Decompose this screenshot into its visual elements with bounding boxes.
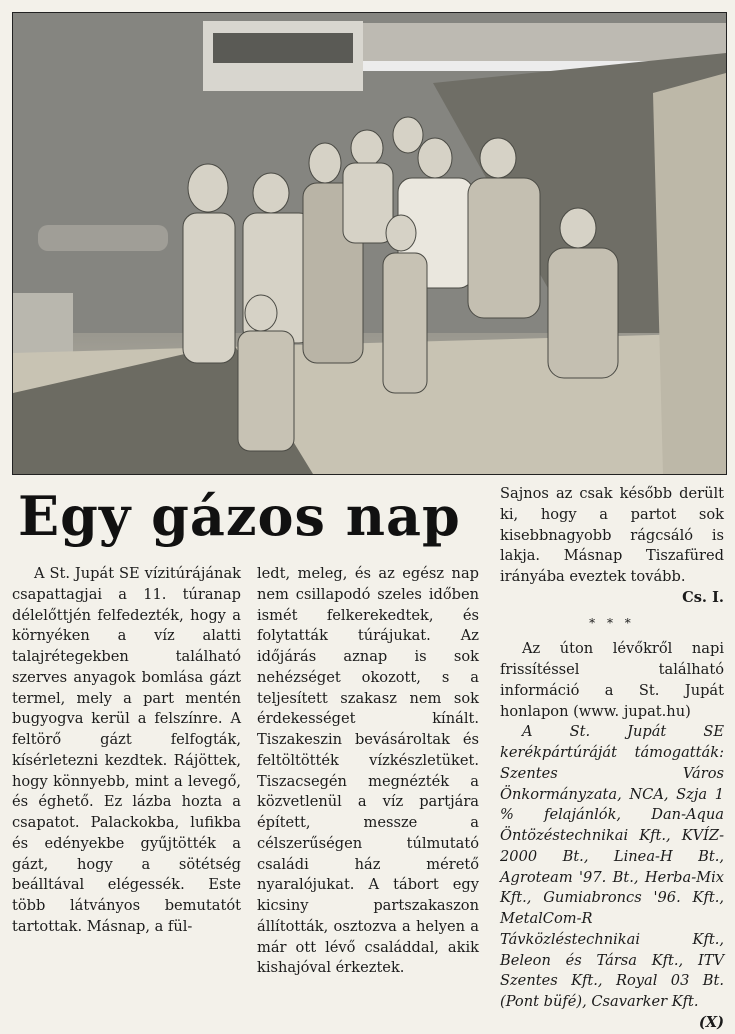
- article-column-3: [500, 484, 724, 1034]
- sponsors-paragraph: [500, 722, 724, 1031]
- article-paragraph-3: Sajnos az csak később derült ki, hogy a partot sok kisebbnagyobb rágcsáló is lakja. Másnap Tiszafüred irányába eveztek tovább.: [500, 485, 724, 585]
- info-paragraph: Az úton lévőkről napi frissítéssel található információ a St. Jupát honlapon (www. jupat.hu): [500, 640, 724, 720]
- article-column-1: [12, 564, 241, 938]
- article-headline: Egy gázos nap: [18, 484, 461, 548]
- article-column-2: [257, 564, 479, 979]
- article-paragraph-2: ledt, meleg, és az egész nap nem csillapodó szeles időben ismét felkerekedtek, és folytatták túrájukat. Az időjárás aznap is sok nehézséget okozott, s a teljesített szakasz nem sok érdekességet kínált. Tiszakeszin bevásároltak és feltöltötték vízkészletüket. Tiszacsegén megnézték a közvetlenül a víz partjára épített, messze a célszerűségen túlmutató családi ház mérető nyaralójukat. A tábort egy kicsiny partszakaszon állították, osztozva a helyen a már ott lévő családdal, akik kishajóval érkeztek.: [257, 565, 479, 977]
- section-separator: * * *: [589, 615, 635, 630]
- group-photo-illustration: [13, 13, 726, 474]
- article-paragraph-1: A St. Jupát SE vízitúrájának csapattagjai a 11. túranap délelőttjén felfedezték, hogy a környéken a víz alatti talajrétegekben található szerves anyagok bomlása gázt termel, mely a part mentén bugyogva kerül a felszínre. A feltörő gázt felfogták, kísérletezni kezdtek. Rájöttek, hogy könnyebb, mint a levegő, és éghető. Ez lázba hozta a csapatot. Palackokba, lufikba és edényekbe gyűjtötték a gázt, hogy a sötétség beálltával elégessék. Este több látványos bemutatót tartottak. Másnap, a fül-: [12, 565, 241, 935]
- sponsors-text: A St. Jupát SE kerékpártúráját támogatták: Szentes Város Önkormányzata, NCA, Szja 1 % felajánlók, Dan-Aqua Öntözéstechnikai Kft., KVÍZ-2000 Bt., Linea-H Bt., Agroteam '97. Bt., Herba-Mix Kft., Gumiabroncs '96. Kft., MetalCom-R Távközléstechnikai Kft., Beleon és Társa Kft., ITV Szentes Kft., Royal 03 Bt. (Pont büfé), Csavarker Kft.: [500, 723, 724, 1010]
- author-signature: Cs. I.: [682, 588, 724, 606]
- signature-row: [500, 588, 724, 609]
- ad-mark: (X): [698, 1013, 724, 1031]
- group-photo: [12, 12, 727, 475]
